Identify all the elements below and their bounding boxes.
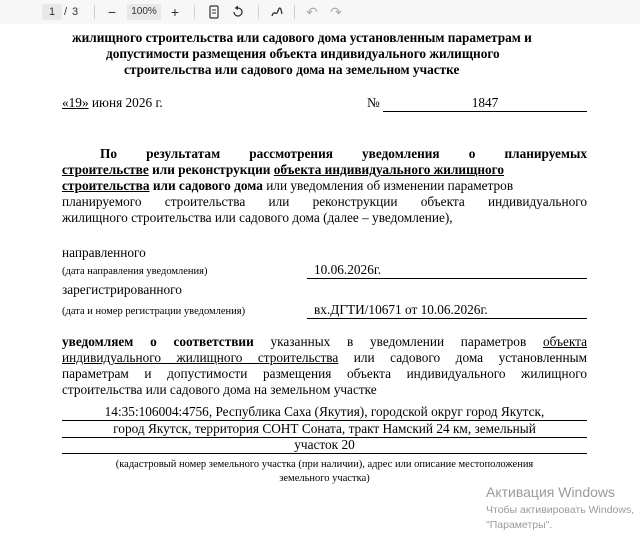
current-page-input[interactable]: 1 [42,4,62,20]
paragraph-line: планируемого строительства или реконструкции объекта индивидуального [62,194,587,209]
date-month-year: июня 2026 г. [91,95,163,110]
registered-value: вх.ДГТИ/10671 от 10.06.2026г. [314,302,488,317]
document-page [0,24,640,550]
registered-label: зарегистрированного [62,282,182,297]
doc-title-line: жилищного строительства или садового дома установленным параметрам и [72,30,532,45]
undo-button[interactable]: ↶ [306,4,318,20]
address-underline [62,453,587,454]
activation-watermark-text: Чтобы активировать Windows, [486,504,635,516]
address-hint: земельного участка) [279,473,370,484]
paragraph-line: параметрам и допустимости размещения объекта индивидуального жилищного [62,366,587,381]
sent-underline [307,278,587,279]
number-label: № [367,95,380,110]
address-hint: (кадастровый номер земельного участка (при наличии), адрес или описание местоположения [115,459,534,470]
sent-label: направленного [62,245,146,260]
doc-title-line: строительства или садового дома на земельном участке [124,62,460,77]
zoom-level[interactable]: 100% [127,4,161,20]
toolbar-divider [258,5,259,19]
zoom-in-button[interactable]: + [170,4,180,20]
date-line [62,95,163,111]
paragraph-line: индивидуального жилищного строительства или садового дома установленным [62,350,587,365]
doc-title-line: допустимости размещения объекта индивидуального жилищного [106,46,500,61]
address-line: 14:35:106004:4756, Республика Саха (Якутия), городской округ город Якутск, [104,404,545,419]
paragraph-line: строительства или садового дома или уведомления об изменении параметров [62,178,514,193]
activation-watermark-text: "Параметры". [486,519,553,531]
number-value: 1847 [471,95,499,110]
draw-icon[interactable] [268,3,286,21]
total-pages: 3 [72,6,79,18]
toolbar-divider [294,5,295,19]
paragraph-line: строительства или садового дома на земельном участке [62,382,377,397]
date-day: «19» [62,95,89,110]
rotate-icon[interactable] [229,3,247,21]
number-underline [383,111,587,112]
paragraph-line: жилищного строительства или садового дома (далее – уведомление), [62,210,453,225]
paragraph-line: уведомляем о соответствии указанных в уведомлении параметров объекта [62,334,588,349]
registered-hint: (дата и номер регистрации уведомления) [62,306,246,317]
paragraph-line: строительстве или реконструкции объекта индивидуального жилищного [62,162,504,177]
redo-button[interactable]: ↷ [330,4,342,20]
paragraph-line: По результатам рассмотрения уведомления о планируемых [100,146,587,161]
sent-date-value: 10.06.2026г. [314,262,382,277]
page-separator: / [64,6,68,18]
fit-page-icon[interactable] [205,3,223,21]
pdf-toolbar [0,0,640,24]
address-line: участок 20 [294,437,355,452]
address-line: город Якутск, территория СОНТ Соната, тракт Намский 24 км, земельный [113,421,536,436]
sent-hint: (дата направления уведомления) [62,266,208,277]
toolbar-divider [94,5,95,19]
activation-watermark-title: Активация Windows [486,484,616,500]
zoom-out-button[interactable]: − [107,4,117,20]
registered-underline [307,318,587,319]
toolbar-divider [194,5,195,19]
